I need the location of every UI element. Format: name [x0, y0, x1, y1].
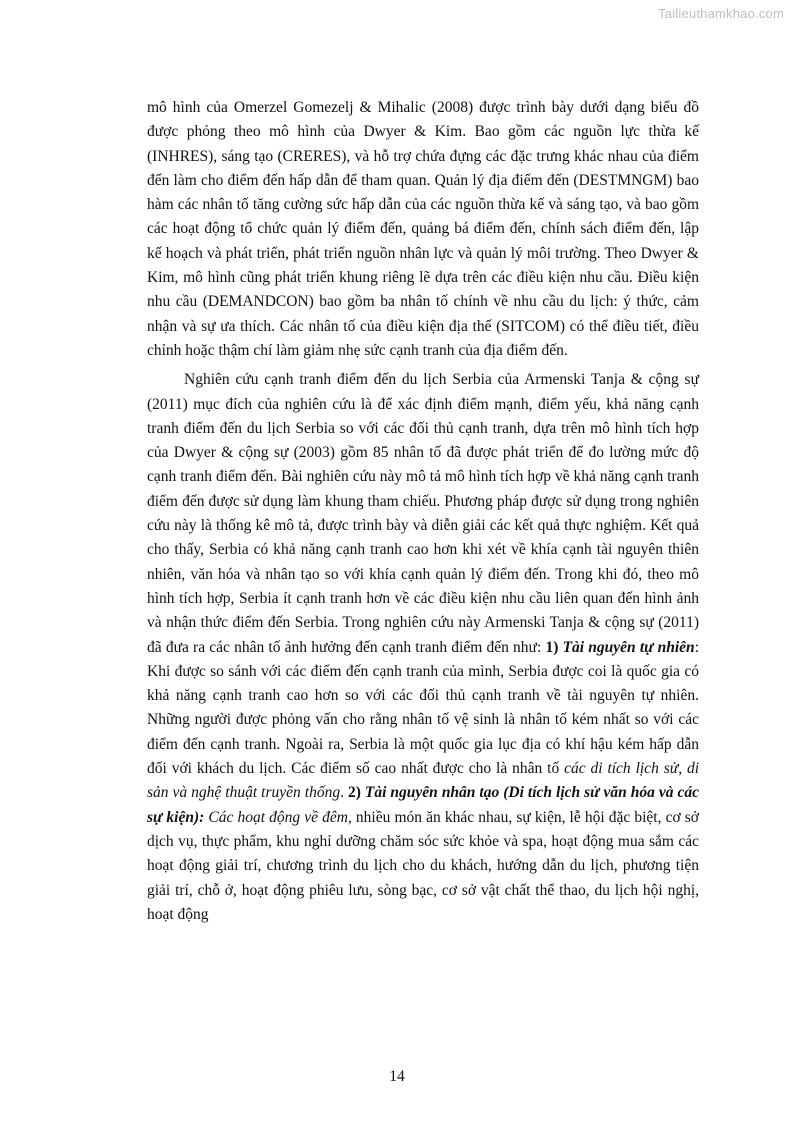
factor-2-title: Tài nguyên nhân tạo (Di tích lịch sử văn hóa và các sự kiện): [147, 784, 700, 826]
paragraph-1: mô hình của Omerzel Gomezelj & Mihalic (2008) được trình bày dưới dạng biểu đồ được phỏng theo mô hình của Dwyer & Kim. Bao gồm các nguồn lực thừa kế (INHRES), sáng tạo (CRERES), và hỗ trợ chứa đựng các đặc trưng khác nhau của điểm đến làm cho điểm đến hấp dẫn để tham quan. Quản lý địa điểm đến (DESTMNGM) bao hàm các nhân tố tăng cường sức hấp dẫn của các nguồn thừa kế và sáng tạo, và bao gồm các hoạt động tổ chức quản lý điểm đến, quảng bá điểm đến, chính sách điểm đến, lập kế hoạch và phát triển, phát triển nguồn nhân lực và quản lý môi trường. Theo Dwyer & Kim, mô hình cũng phát triển khung riêng lẽ dựa trên các điều kiện nhu cầu. Điều kiện nhu cầu (DEMANDCON) bao gồm ba nhân tố chính về nhu cầu du lịch: ý thức, cảm nhận và sự ưa thích. Các nhân tố của điều kiện địa thế (SITCOM) có thể điều tiết, điều chỉnh hoặc thậm chí làm giảm nhẹ sức cạnh tranh của địa điểm đến. [147, 99, 699, 359]
paragraph-2-text-2: : Khi được so sánh với các điểm đến cạnh tranh của mình, Serbia được coi là quốc gia có khả năng cạnh tranh cao hơn so với các đối thủ cạnh tranh về tài nguyên tự nhiên. Những người được phỏng vấn cho rằng nhân tố vệ sinh là nhân tố kém nhất so với các điểm đến cạnh tranh. Ngoài ra, Serbia là một quốc gia lục địa có khí hậu kém hấp dẫn đối với khách du lịch. Các điểm số cao nhất được cho là nhân tố [147, 638, 699, 778]
factor-1-highlight: các di tích lịch sử, di sản và nghệ thuật truyền thống [147, 760, 700, 802]
document-body [147, 96, 699, 932]
factor-1-title: Tài nguyên tự nhiên [562, 638, 695, 656]
factor-1-number: 1) [545, 638, 563, 656]
factor-2-number: 2) [347, 784, 365, 802]
page-number: 14 [389, 1068, 405, 1085]
paragraph-2 [147, 368, 699, 927]
paragraph-2-text-3: . [340, 784, 348, 802]
watermark: Tailieuthamkhao.com [658, 6, 784, 21]
factor-2-highlight: Các hoạt động về đêm [208, 808, 348, 826]
paragraph-2-text-5: , nhiều món ăn khác nhau, sự kiện, lễ hội đặc biệt, cơ sở dịch vụ, thực phẩm, khu nghỉ dưỡng chăm sóc sức khỏe và spa, hoạt động mua sắm các hoạt động giải trí, chương trình du lịch cho du khách, hướng dẫn du lịch, phương tiện giải trí, chỗ ở, hoạt động phiêu lưu, sòng bạc, cơ sở vật chất thể thao, du lịch hội nghị, hoạt động [147, 808, 700, 923]
paragraph-2-text-1: Nghiên cứu cạnh tranh điểm đến du lịch Serbia của Armenski Tanja & cộng sự (2011) mục đích của nghiên cứu là để xác định điểm mạnh, điểm yếu, khả năng cạnh tranh điểm đến du lịch Serbia so với các đối thủ cạnh tranh, dựa trên mô hình tích hợp của Dwyer & cộng sự (2003) gồm 85 nhân tố đã được phát triển để đo lường mức độ cạnh tranh điểm đến. Bài nghiên cứu này mô tả mô hình tích hợp về khả năng cạnh tranh điểm đến được sử dụng làm khung tham chiếu. Phương pháp được sử dụng trong nghiên cứu này là thống kê mô tả, được trình bày và diễn giải các kết quả thực nghiệm. Kết quả cho thấy, Serbia có khả năng cạnh tranh cao hơn khi xét về khía cạnh tài nguyên thiên nhiên, văn hóa và nhân tạo so với khía cạnh quản lý điểm đến. Trong khi đó, theo mô hình tích hợp, Serbia ít cạnh tranh hơn về các điều kiện nhu cầu liên quan đến hình ảnh và nhận thức điểm đến Serbia. Trong nghiên cứu này Armenski Tanja & cộng sự (2011) đã đưa ra các nhân tố ảnh hưởng đến cạnh tranh điểm đến như: [147, 371, 699, 656]
